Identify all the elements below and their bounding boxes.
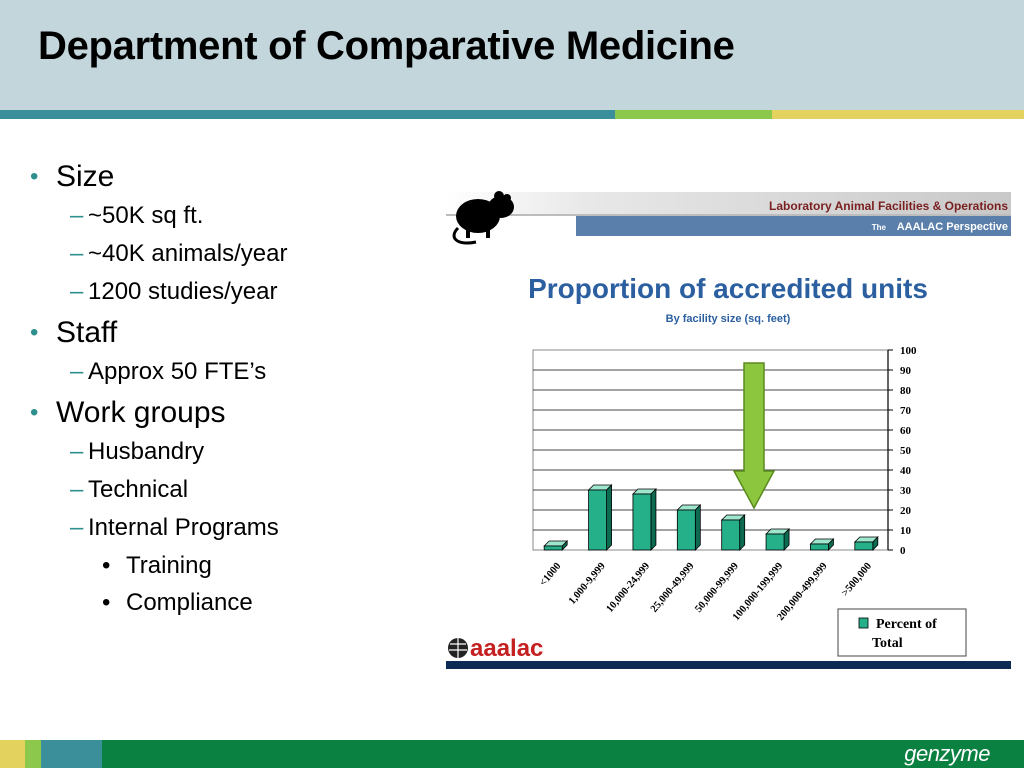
bullet-item bbox=[30, 393, 430, 433]
y-tick-label: 100 bbox=[900, 345, 917, 357]
sub-bullet-label: Technical bbox=[88, 476, 189, 503]
y-tick-label: 80 bbox=[900, 385, 911, 397]
bullet-label: Size bbox=[56, 160, 115, 193]
bar bbox=[766, 534, 784, 550]
x-tick-label: >500,000 bbox=[839, 560, 875, 599]
x-tick-label: 10,000-24,999 bbox=[604, 560, 653, 615]
bar bbox=[544, 546, 562, 550]
y-tick-label: 60 bbox=[900, 425, 911, 437]
sub-bullet-label: ~50K sq ft. bbox=[88, 202, 204, 229]
y-tick-label: 40 bbox=[900, 465, 911, 477]
dash-marker: – bbox=[70, 278, 84, 305]
bottom-rule bbox=[446, 661, 1011, 669]
bar bbox=[855, 542, 873, 550]
bullet-item bbox=[30, 313, 430, 353]
bar bbox=[722, 520, 740, 550]
dash-marker: – bbox=[70, 514, 84, 541]
chart-legend bbox=[838, 609, 966, 656]
x-tick-label: <1000 bbox=[537, 560, 564, 589]
sub-sub-bullet-item bbox=[30, 547, 430, 584]
header-divider-yellow bbox=[772, 110, 1024, 119]
embedded-chart-image bbox=[446, 186, 1011, 671]
sub-sub-bullet-item bbox=[30, 584, 430, 621]
bullet-marker: • bbox=[102, 552, 111, 579]
bar-side bbox=[607, 485, 612, 550]
y-tick-label: 50 bbox=[900, 445, 911, 457]
header-divider-green bbox=[615, 110, 772, 119]
chart-subtitle: By facility size (sq. feet) bbox=[665, 313, 791, 325]
bar bbox=[677, 510, 695, 550]
bar-side bbox=[740, 515, 745, 550]
genzyme-logo: genzyme bbox=[904, 741, 990, 766]
y-tick-label: 20 bbox=[900, 505, 911, 517]
legend-label-line1: Percent of bbox=[876, 617, 937, 632]
bullet-marker: • bbox=[30, 163, 39, 190]
sub-sub-bullet-label: Compliance bbox=[126, 589, 253, 616]
sub-bullet-item bbox=[30, 471, 430, 509]
bar bbox=[810, 544, 828, 550]
chart-title: Proportion of accredited units bbox=[528, 273, 928, 304]
dash-marker: – bbox=[70, 358, 84, 385]
sub-bullet-item bbox=[30, 509, 430, 547]
sub-bullet-item bbox=[30, 353, 430, 391]
page-title: Department of Comparative Medicine bbox=[38, 24, 735, 68]
dash-marker: – bbox=[70, 240, 84, 267]
sub-bullet-item bbox=[30, 433, 430, 471]
x-tick-label: 50,000-99,999 bbox=[693, 560, 741, 615]
x-tick-label: 25,000-49,999 bbox=[648, 560, 697, 615]
legend-label-line2: Total bbox=[872, 636, 903, 651]
bullet-label: Staff bbox=[56, 316, 118, 349]
bullet-marker: • bbox=[30, 319, 39, 346]
banner-line1: Laboratory Animal Facilities & Operations bbox=[769, 199, 1008, 213]
bar bbox=[633, 494, 651, 550]
y-tick-label: 10 bbox=[900, 525, 911, 537]
dash-marker: – bbox=[70, 476, 84, 503]
sub-bullet-label: ~40K animals/year bbox=[88, 240, 288, 267]
bullet-label: Work groups bbox=[56, 396, 226, 429]
sub-bullet-item bbox=[30, 273, 430, 311]
footer-accent-teal bbox=[41, 740, 102, 768]
header-divider-teal bbox=[0, 110, 615, 119]
bullet-marker: • bbox=[30, 399, 39, 426]
footer-band bbox=[0, 740, 1024, 768]
bar-side bbox=[651, 489, 656, 550]
sub-bullet-item bbox=[30, 235, 430, 273]
y-tick-label: 90 bbox=[900, 365, 911, 377]
bullet-list bbox=[30, 155, 430, 621]
footer-accent-yellow bbox=[0, 740, 25, 768]
y-tick-label: 30 bbox=[900, 485, 911, 497]
y-tick-label: 0 bbox=[900, 545, 906, 557]
x-tick-label: 1,000-9,999 bbox=[566, 560, 608, 607]
x-tick-label: 200,000-499,999 bbox=[775, 560, 830, 623]
x-tick-label: 100,000-199,999 bbox=[730, 560, 786, 623]
legend-swatch bbox=[859, 618, 868, 628]
aaalac-logo-text: aaalac bbox=[470, 635, 544, 662]
sub-bullet-label: Approx 50 FTE’s bbox=[88, 358, 267, 385]
bar bbox=[589, 490, 607, 550]
sub-bullet-label: Internal Programs bbox=[88, 514, 279, 541]
banner-line2-text: AAALAC Perspective bbox=[896, 221, 1008, 233]
banner-line2-prefix: The bbox=[871, 223, 886, 232]
bar-side bbox=[695, 505, 700, 550]
sub-bullet-label: Husbandry bbox=[88, 438, 205, 465]
sub-sub-bullet-label: Training bbox=[126, 552, 212, 579]
y-tick-label: 70 bbox=[900, 405, 911, 417]
sub-bullet-label: 1200 studies/year bbox=[88, 278, 278, 305]
sub-bullet-item bbox=[30, 197, 430, 235]
bullet-item bbox=[30, 157, 430, 197]
banner-rule bbox=[446, 214, 1011, 216]
footer-accent-green bbox=[25, 740, 41, 768]
bullet-marker: • bbox=[102, 589, 111, 616]
dash-marker: – bbox=[70, 438, 84, 465]
dash-marker: – bbox=[70, 202, 84, 229]
